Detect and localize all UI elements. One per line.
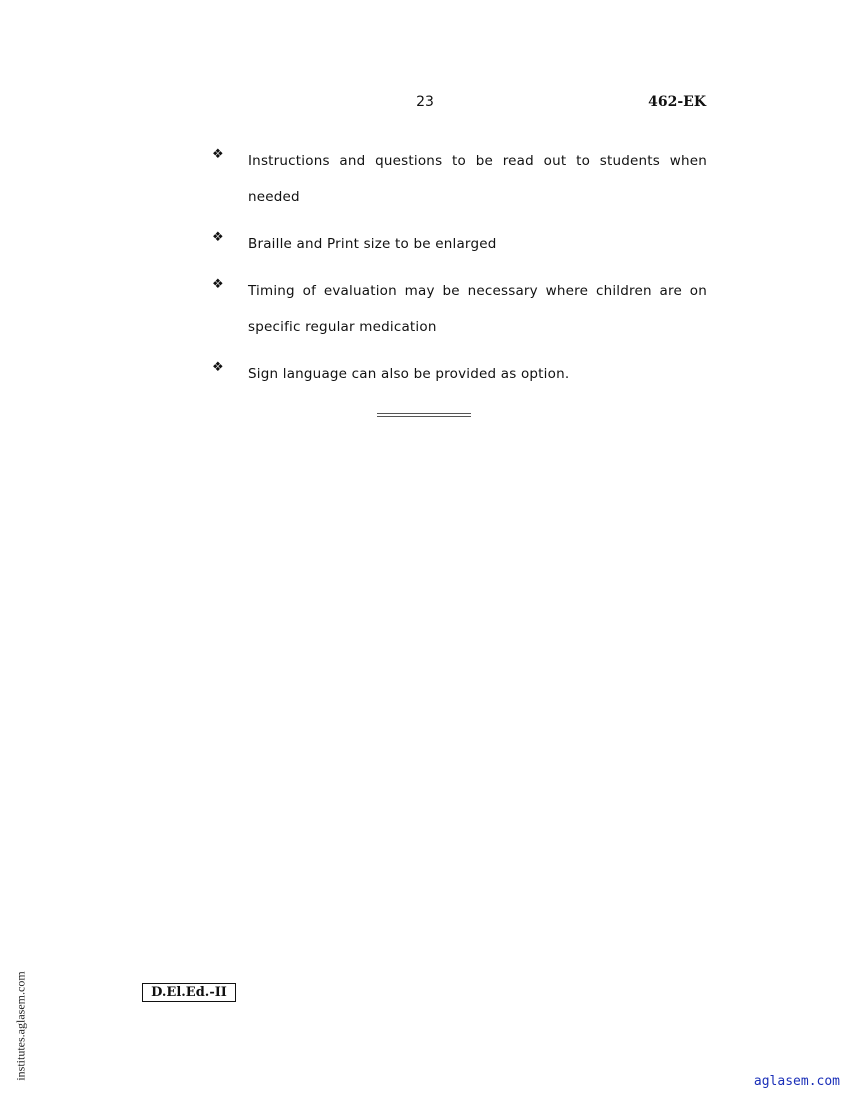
page-number: 23 [416, 94, 434, 110]
bullet-text: Timing of evaluation may be necessary where children are on specific regular medication [248, 283, 707, 335]
site-watermark-link[interactable]: aglasem.com [753, 1074, 840, 1089]
course-label-box: D.El.Ed.-II [142, 983, 236, 1002]
diamond-bullet-icon: ❖ [212, 360, 224, 375]
bullet-text: Braille and Print size to be enlarged [248, 236, 497, 252]
bullet-text: Instructions and questions to be read out to students when needed [248, 153, 707, 205]
side-watermark: institutes.aglasem.com [13, 971, 28, 1081]
bullet-text: Sign language can also be provided as option. [248, 366, 570, 382]
list-item [212, 143, 707, 215]
diamond-bullet-icon: ❖ [212, 230, 224, 245]
end-of-section-rule [377, 413, 471, 417]
diamond-bullet-icon: ❖ [212, 277, 224, 292]
list-item [212, 356, 707, 392]
paper-code: 462-EK [648, 94, 706, 110]
diamond-bullet-icon: ❖ [212, 147, 224, 162]
list-item [212, 226, 707, 262]
bullet-list [212, 143, 707, 403]
list-item [212, 273, 707, 345]
